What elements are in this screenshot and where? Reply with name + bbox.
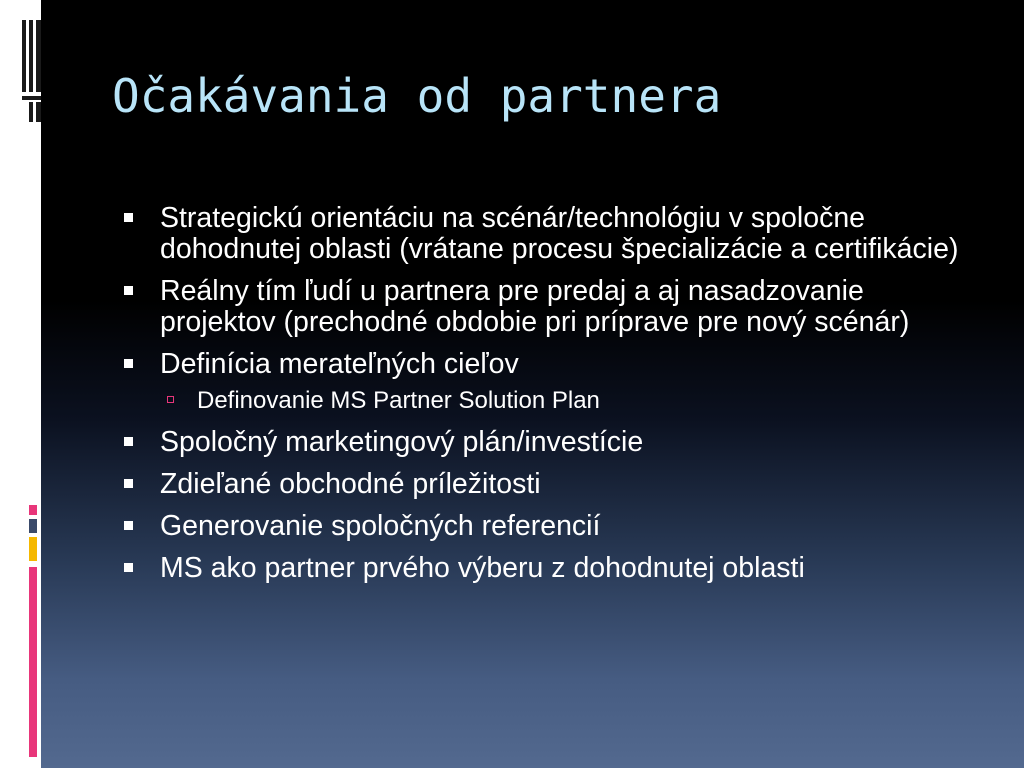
bullet-text: Spoločný marketingový plán/investície (160, 426, 644, 458)
bullet-text: Definícia merateľných cieľov (160, 348, 519, 380)
square-bullet-icon (124, 286, 133, 295)
bullet-text: Zdieľané obchodné príležitosti (160, 468, 541, 500)
bullet-item (120, 276, 970, 338)
sub-bullet-text: Definovanie MS Partner Solution Plan (197, 387, 600, 414)
decoration-bar (22, 96, 41, 100)
bullet-item (120, 469, 970, 500)
square-bullet-icon (124, 563, 133, 572)
decoration-bar (29, 102, 33, 122)
decoration-bar (36, 20, 41, 92)
bullet-item (120, 553, 970, 584)
square-bullet-icon (124, 521, 133, 530)
bullet-item (120, 349, 970, 380)
slide-content (120, 203, 970, 595)
decoration-accent-pink (29, 505, 37, 515)
slide-title: Očakávania od partnera (112, 69, 722, 123)
square-bullet-icon (124, 213, 133, 222)
decoration-accent-pink (29, 567, 37, 757)
decoration-accent-dark (29, 519, 37, 533)
square-bullet-icon (124, 437, 133, 446)
sub-bullet-item (120, 387, 970, 414)
decoration-accent-yellow (29, 537, 37, 561)
bullet-text: Generovanie spoločných referencií (160, 510, 601, 542)
bullet-item (120, 511, 970, 542)
bullet-list (120, 203, 970, 584)
decoration-bar (29, 20, 33, 92)
bullet-text: Strategickú orientáciu na scénár/technológiu v spoločne dohodnutej oblasti (vrátane procesu špecializácie a certifikácie) (160, 202, 959, 265)
decoration-bar (22, 20, 26, 92)
decoration-bar (36, 102, 41, 122)
square-bullet-icon (124, 359, 133, 368)
hollow-square-bullet-icon (167, 396, 174, 403)
left-decoration-strip (0, 0, 41, 768)
bullet-item (120, 427, 970, 458)
bullet-text: MS ako partner prvého výberu z dohodnutej oblasti (160, 552, 805, 584)
bullet-text: Reálny tím ľudí u partnera pre predaj a aj nasadzovanie projektov (prechodné obdobie pri príprave pre nový scénár) (160, 275, 910, 338)
square-bullet-icon (124, 479, 133, 488)
bullet-item (120, 203, 970, 265)
